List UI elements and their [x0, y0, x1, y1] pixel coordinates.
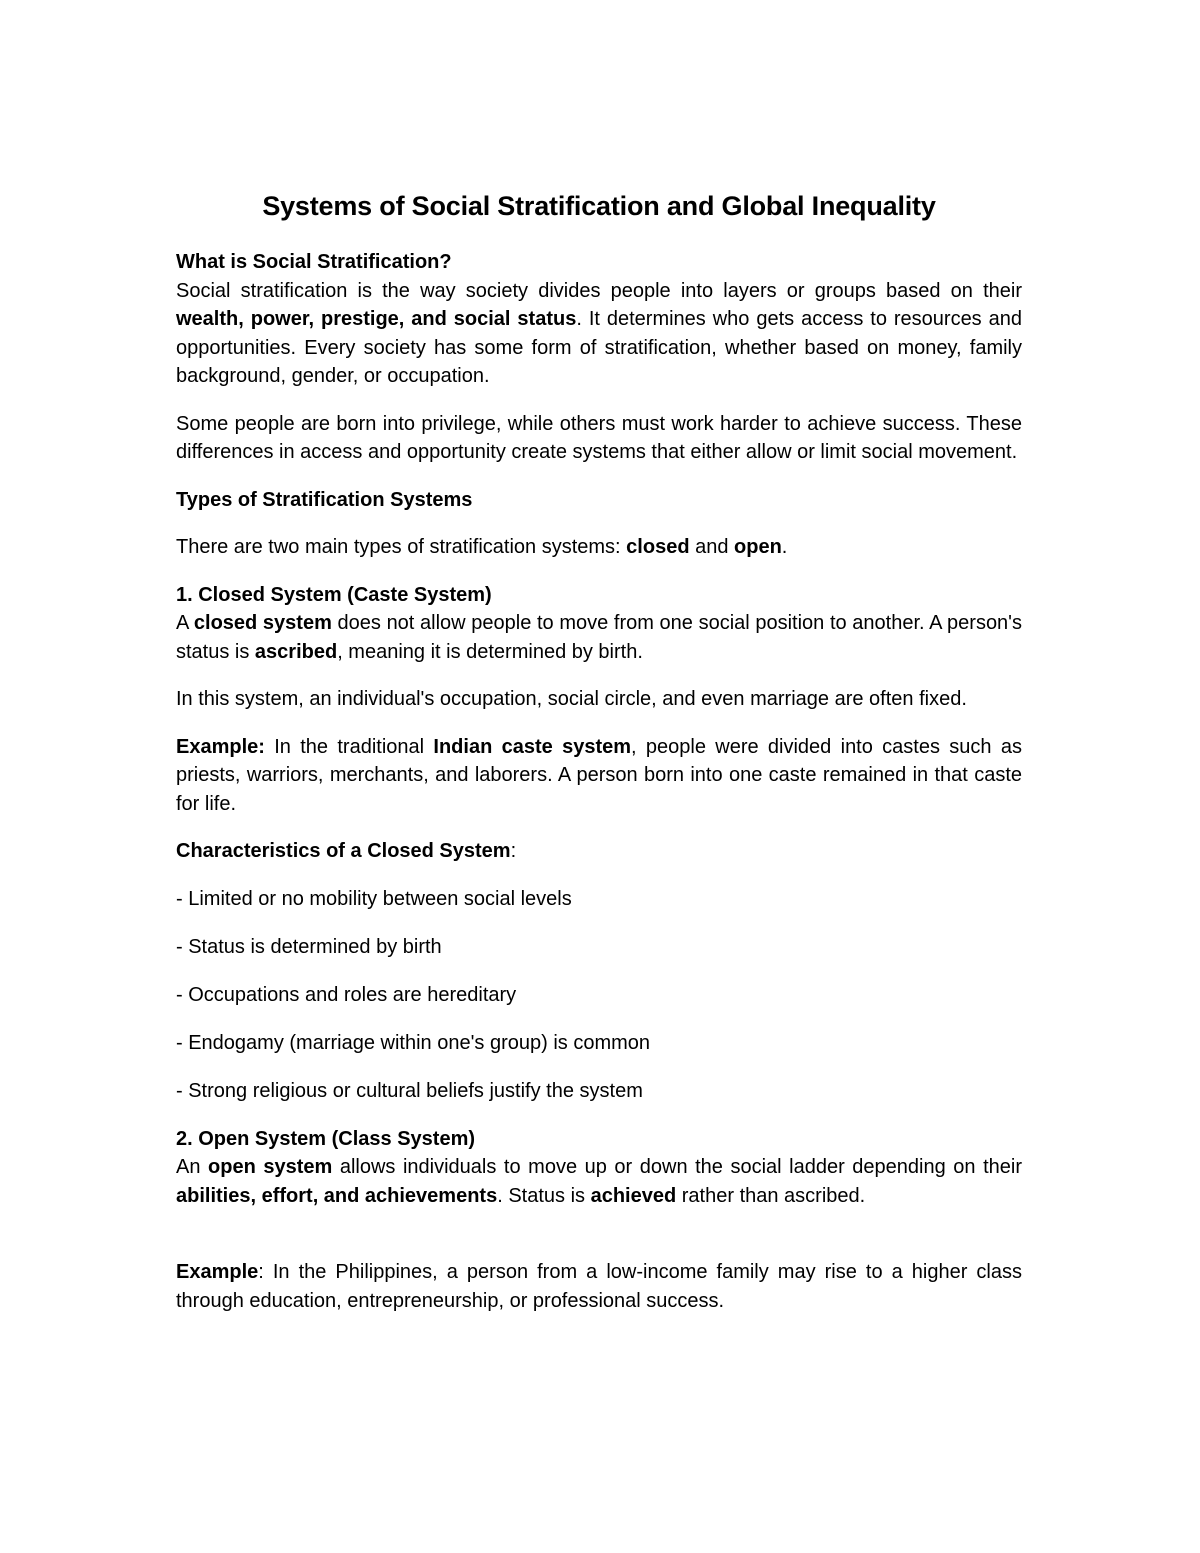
bold-run: Indian caste system	[433, 735, 632, 758]
text-run: . Status is	[497, 1184, 591, 1207]
text-run: . It determines who gets access to resources and opportunities. Every society has some form of stratification, whether based on money, family background, gender, or occupation.	[176, 308, 1022, 387]
text-run: .	[781, 536, 788, 558]
section-heading-open-system: 2. Open System (Class System)	[176, 1127, 476, 1150]
text-run: An	[176, 1156, 209, 1178]
text-run: A	[176, 612, 194, 634]
document-content	[176, 186, 1022, 1315]
bold-run: closed system	[193, 612, 332, 634]
paragraph-open-definition	[176, 1153, 1022, 1210]
list-item: - Limited or no mobility between social levels	[176, 887, 572, 910]
text-run: does not allow people to move from one social position to another. A person's status is	[176, 612, 1023, 663]
list-item: - Occupations and roles are hereditary	[176, 983, 517, 1006]
paragraph-types-intro	[176, 533, 1022, 562]
paragraph-closed-definition	[176, 609, 1022, 666]
section-heading-types: Types of Stratification Systems	[176, 488, 473, 511]
document-title: Systems of Social Stratification and Global Inequality	[262, 191, 936, 221]
example-label: Example	[176, 1261, 259, 1283]
paragraph-privilege: Some people are born into privilege, while others must work harder to achieve success. These differences in access and opportunity create systems that either allow or limit social movement.	[176, 412, 1022, 463]
bold-run: closed	[626, 536, 690, 558]
section-heading-what-is: What is Social Stratification?	[176, 251, 452, 273]
list-item: - Status is determined by birth	[176, 935, 442, 958]
bold-run: open system	[208, 1156, 333, 1178]
text-run: : In the Philippines, a person from a low-income family may rise to a higher class through education, entrepreneurship, or professional success.	[176, 1261, 1022, 1312]
bold-run: achieved	[590, 1184, 677, 1207]
bold-run: abilities, effort, and achievements	[176, 1184, 498, 1207]
text-run: In the traditional	[264, 735, 434, 758]
paragraph-open-example	[176, 1258, 1022, 1315]
section-heading-closed-system: 1. Closed System (Caste System)	[176, 583, 492, 606]
text-run: Social stratification is the way society divides people into layers or groups based on their	[176, 279, 1022, 302]
text-run: , meaning it is determined by birth.	[337, 640, 643, 663]
text-run: , people were divided into castes such as priests, warriors, merchants, and laborers. A person born into one caste remained in that caste for life.	[176, 735, 1022, 815]
paragraph-closed-example	[176, 733, 1022, 819]
bold-run: Characteristics of a Closed System	[176, 840, 511, 862]
paragraph-closed-fixed: In this system, an individual's occupation, social circle, and even marriage are often fixed.	[176, 688, 967, 710]
bold-run: wealth, power, prestige, and social status	[176, 308, 577, 330]
bold-run: open	[734, 536, 782, 558]
list-item: - Strong religious or cultural beliefs justify the system	[176, 1079, 643, 1102]
text-run: :	[510, 840, 517, 862]
list-item: - Endogamy (marriage within one's group) is common	[176, 1031, 651, 1054]
text-run: allows individuals to move up or down the social ladder depending on their	[332, 1156, 1022, 1178]
text-run: rather than ascribed.	[676, 1184, 866, 1207]
text-run: There are two main types of stratification systems:	[176, 536, 627, 558]
characteristics-heading	[176, 837, 1022, 866]
example-label: Example:	[176, 735, 265, 758]
bold-run: ascribed	[254, 640, 338, 663]
paragraph-definition	[176, 277, 1022, 391]
text-run: and	[689, 536, 735, 558]
